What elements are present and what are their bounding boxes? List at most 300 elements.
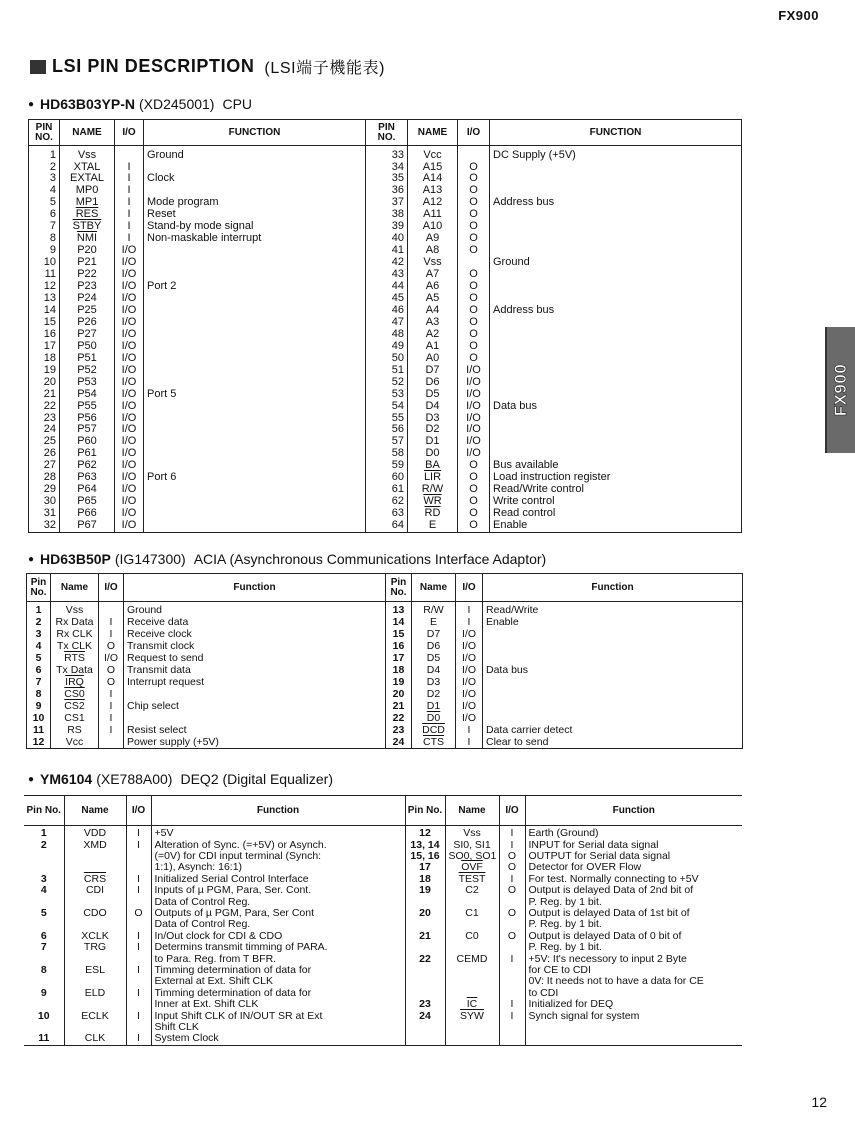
pin-no: 16 — [386, 640, 412, 652]
pin-name: CDI — [64, 885, 126, 896]
pin-io: I — [126, 1011, 151, 1022]
pin-function — [144, 448, 366, 460]
pin-name: D1 — [408, 436, 458, 448]
pin-io: I — [456, 736, 483, 749]
pin-io: O — [458, 472, 490, 484]
pin-no: 47 — [366, 317, 408, 329]
pin-no: 2 — [35, 615, 42, 628]
pin-name: P27 — [60, 329, 115, 341]
table-row — [29, 365, 742, 377]
table-row — [24, 942, 742, 953]
header-pin-no: Pin No. — [386, 574, 412, 602]
pin-function: Data of Control Reg. — [151, 919, 405, 930]
pin-io: I/O — [458, 389, 490, 401]
pin-function: Output is delayed Data of 2nd bit of — [525, 885, 742, 896]
pin-function: Alteration of Sync. (=+5V) or Asynch. — [151, 840, 405, 851]
pin-no: 58 — [366, 448, 408, 460]
pin-name: D1 — [412, 700, 456, 712]
pin-io: I/O — [115, 496, 144, 508]
pin-no — [24, 851, 64, 862]
pin-name: D6 — [408, 377, 458, 389]
pin-io: I/O — [456, 700, 483, 712]
pin-no: 48 — [366, 329, 408, 341]
pin-no: 8 — [40, 963, 47, 976]
pin-name: CS0 — [51, 688, 99, 700]
pin-function: Chip select — [124, 700, 386, 712]
table-row — [24, 885, 742, 896]
pin-function — [483, 712, 743, 724]
pin-no: 6 — [49, 208, 56, 221]
pin-no: 62 — [366, 496, 408, 508]
pin-function: Enable — [483, 616, 743, 628]
pin-name: P57 — [60, 424, 115, 436]
pin-no: 7 — [40, 941, 47, 954]
pin-name: A4 — [408, 305, 458, 317]
pin-function: Determins transmit timming of PARA. — [151, 942, 405, 953]
pin-io: I — [99, 688, 124, 700]
pin-no: 24 — [43, 423, 56, 436]
pin-name: XMD — [64, 840, 126, 851]
pin-no: 33 — [366, 146, 408, 162]
pin-no: 9 — [35, 699, 42, 712]
pin-io: I/O — [115, 245, 144, 257]
pin-no: 23 — [43, 411, 56, 424]
pin-name: P67 — [60, 520, 115, 532]
pin-function — [144, 305, 366, 317]
pin-function — [144, 353, 366, 365]
pin-function — [525, 1022, 742, 1033]
pin-no — [405, 965, 445, 976]
table-row — [29, 185, 742, 197]
pin-function — [144, 245, 366, 257]
pin-name — [445, 1033, 499, 1045]
pin-name: $\overline{IC}$ — [445, 999, 499, 1010]
pin-function — [144, 484, 366, 496]
pin-function — [490, 281, 742, 293]
pin-function — [144, 341, 366, 353]
header-function: Function — [525, 796, 742, 826]
pin-function: Timming determination of data for — [151, 988, 405, 999]
pin-no: 36 — [366, 185, 408, 197]
pin-function — [144, 329, 366, 341]
model-number: FX900 — [778, 8, 819, 23]
pin-function — [144, 424, 366, 436]
pin-io: O — [458, 173, 490, 185]
pin-io: I — [99, 628, 124, 640]
pin-function: Port 6 — [144, 472, 366, 484]
pin-no: 1 — [49, 148, 56, 161]
pin-no: 39 — [366, 221, 408, 233]
header-pin-no: Pin No. — [24, 796, 64, 826]
table-row — [29, 209, 742, 221]
pin-function — [483, 628, 743, 640]
pin-no: 9 — [49, 244, 56, 257]
table-row — [29, 341, 742, 353]
pin-io: I — [499, 1011, 525, 1022]
pin-no: 1 — [35, 603, 42, 616]
pin-function: Data bus — [490, 401, 742, 413]
pin-name: CDO — [64, 908, 126, 919]
table-row — [29, 173, 742, 185]
header-function: Function — [483, 574, 743, 602]
pin-no: 27 — [43, 459, 56, 472]
pin-function — [490, 221, 742, 233]
pin-function — [144, 293, 366, 305]
pin-no: 41 — [366, 245, 408, 257]
pin-no: 7 — [49, 220, 56, 233]
pin-no: 13 — [43, 291, 56, 304]
pin-function: Synch signal for system — [525, 1011, 742, 1022]
pin-function — [144, 496, 366, 508]
pin-no: 20 — [43, 375, 56, 388]
pin-io: I — [126, 1033, 151, 1045]
pin-function — [490, 377, 742, 389]
pin-name: Vss — [51, 602, 99, 616]
pin-no: 7 — [35, 675, 42, 688]
pin-no: 18 — [386, 664, 412, 676]
pin-no: 17 — [43, 339, 56, 352]
pin-io: I — [126, 931, 151, 942]
pin-name: D7 — [412, 628, 456, 640]
table-row — [24, 931, 742, 942]
pin-name: SI0, SI1 — [445, 840, 499, 851]
pin-name — [445, 976, 499, 987]
pin-io — [115, 146, 144, 162]
pin-name: D4 — [408, 401, 458, 413]
table-row — [27, 640, 743, 652]
side-tab-label: FX900 — [831, 363, 850, 417]
pin-no: 22 — [43, 399, 56, 412]
pin-io: I — [126, 874, 151, 885]
pin-name: ECLK — [64, 1011, 126, 1022]
pin-name: TEST — [445, 874, 499, 885]
pin-name: Rx CLK — [51, 628, 99, 640]
pin-function: Read control — [490, 508, 742, 520]
pin-io — [499, 976, 525, 987]
pin-name: D2 — [412, 688, 456, 700]
pin-no: 20 — [405, 908, 445, 919]
pin-no — [24, 862, 64, 873]
pin-name: P54 — [60, 389, 115, 401]
table-row — [29, 353, 742, 365]
pin-io: I — [115, 197, 144, 209]
pin-no: 23 — [405, 999, 445, 1010]
pin-io: O — [458, 496, 490, 508]
pin-function: Clock — [144, 173, 366, 185]
pin-name: P56 — [60, 413, 115, 425]
pin-io: I — [499, 826, 525, 840]
pin-no: 55 — [366, 413, 408, 425]
pin-no: 53 — [366, 389, 408, 401]
pin-function: for CE to CDI — [525, 965, 742, 976]
pin-no: 52 — [366, 377, 408, 389]
pin-io: I/O — [115, 424, 144, 436]
pin-function — [144, 460, 366, 472]
header-name: Name — [64, 796, 126, 826]
pin-function: Detector for OVER Flow — [525, 862, 742, 873]
pin-io: I — [126, 885, 151, 896]
pin-no: 2 — [49, 160, 56, 173]
header-io: I/O — [126, 796, 151, 826]
chip-name: HD63B50P — [40, 551, 111, 567]
bullet-icon: ● — [28, 554, 35, 565]
pin-io — [126, 999, 151, 1010]
pin-name — [64, 851, 126, 862]
pin-io: I — [115, 173, 144, 185]
pin-name: MP1 — [60, 197, 115, 209]
pin-name: P22 — [60, 269, 115, 281]
table-row — [24, 999, 742, 1010]
square-bullet-icon — [30, 60, 46, 74]
pin-io — [499, 942, 525, 953]
pin-name: CEMD — [445, 954, 499, 965]
table-row — [24, 1022, 742, 1033]
pin-no — [405, 976, 445, 987]
pin-io: I — [126, 942, 151, 953]
table-row — [29, 329, 742, 341]
pin-function: Inputs of µ PGM, Para, Ser. Cont. — [151, 885, 405, 896]
pin-function — [144, 257, 366, 269]
table-row — [24, 954, 742, 965]
pin-name: P65 — [60, 496, 115, 508]
pin-function: OUTPUT for Serial data signal — [525, 851, 742, 862]
pin-io: I — [499, 999, 525, 1010]
pin-name: R/W — [408, 484, 458, 496]
pin-name — [64, 862, 126, 873]
pin-no: 17 — [405, 862, 445, 873]
pin-function: Data of Control Reg. — [151, 897, 405, 908]
pin-function: P. Reg. by 1 bit. — [525, 897, 742, 908]
header-io: I/O — [115, 120, 144, 146]
pin-no: 20 — [386, 688, 412, 700]
pin-function — [483, 676, 743, 688]
pin-io — [458, 146, 490, 162]
page-title — [30, 55, 385, 78]
pin-name — [445, 1022, 499, 1033]
pin-name: A13 — [408, 185, 458, 197]
pin-function: Transmit clock — [124, 640, 386, 652]
pin-io: I/O — [458, 424, 490, 436]
pin-name: P24 — [60, 293, 115, 305]
pin-no: 4 — [40, 884, 47, 897]
pin-function: Ground — [144, 146, 366, 162]
pin-io: I/O — [115, 413, 144, 425]
pin-function: External at Ext. Shift CLK — [151, 976, 405, 987]
pin-name: P60 — [60, 436, 115, 448]
pin-function: For test. Normally connecting to +5V — [525, 874, 742, 885]
pin-io: I/O — [99, 652, 124, 664]
pin-no: 21 — [43, 387, 56, 400]
pin-no: 10 — [32, 711, 45, 724]
pin-no: 23 — [386, 724, 412, 736]
pin-no: 56 — [366, 424, 408, 436]
pin-name: RS — [51, 724, 99, 736]
pin-no: 50 — [366, 353, 408, 365]
pin-function: In/Out clock for CDI & CDO — [151, 931, 405, 942]
pin-io: I/O — [115, 269, 144, 281]
pin-no: 31 — [43, 507, 56, 520]
pin-name: Vss — [60, 146, 115, 162]
pin-no: 6 — [35, 663, 42, 676]
pin-no: 16 — [43, 327, 56, 340]
pin-io: I/O — [456, 640, 483, 652]
pin-name: P61 — [60, 448, 115, 460]
pin-io: I — [126, 826, 151, 840]
pin-name: Rx Data — [51, 616, 99, 628]
pin-name: A9 — [408, 233, 458, 245]
table-row — [27, 676, 743, 688]
pin-no: 4 — [35, 639, 42, 652]
pin-io: I/O — [458, 401, 490, 413]
pin-table-cpu — [28, 119, 742, 533]
table-row — [27, 616, 743, 628]
pin-io — [99, 736, 124, 749]
pin-io: I/O — [115, 341, 144, 353]
pin-name: TRG — [64, 942, 126, 953]
pin-io: O — [458, 269, 490, 281]
pin-no: 61 — [366, 484, 408, 496]
pin-name: A7 — [408, 269, 458, 281]
pin-no: 28 — [43, 471, 56, 484]
chip-desc: DEQ2 (Digital Equalizer) — [180, 771, 333, 787]
pin-no: 37 — [366, 197, 408, 209]
pin-function: Initialized Serial Control Interface — [151, 874, 405, 885]
pin-name: P23 — [60, 281, 115, 293]
pin-function: Read/Write — [483, 602, 743, 616]
pin-io: I/O — [115, 472, 144, 484]
pin-no: 12 — [405, 826, 445, 840]
pin-io: O — [458, 317, 490, 329]
pin-io — [499, 965, 525, 976]
pin-function: +5V: It's necessory to input 2 Byte — [525, 954, 742, 965]
pin-no: 13, 14 — [405, 840, 445, 851]
header-name: NAME — [60, 120, 115, 146]
pin-io: I/O — [458, 413, 490, 425]
pin-name: CLK — [64, 1033, 126, 1045]
pin-io: I/O — [115, 329, 144, 341]
pin-no: 44 — [366, 281, 408, 293]
header-pin-no: PIN NO. — [366, 120, 408, 146]
pin-io: O — [458, 353, 490, 365]
pin-io — [126, 851, 151, 862]
pin-io: I — [126, 965, 151, 976]
pin-no: 45 — [366, 293, 408, 305]
pin-function: Input Shift CLK of IN/OUT SR at Ext — [151, 1011, 405, 1022]
pin-name: A6 — [408, 281, 458, 293]
pin-io: I/O — [456, 688, 483, 700]
pin-no: 22 — [386, 712, 412, 724]
header-io: I/O — [99, 574, 124, 602]
pin-function: Resist select — [124, 724, 386, 736]
table-row — [29, 146, 742, 162]
pin-name: $\overline{SYW}$ — [445, 1011, 499, 1022]
header-pin-no: Pin No. — [27, 574, 51, 602]
pin-function — [490, 436, 742, 448]
table-row — [29, 389, 742, 401]
pin-name: D7 — [408, 365, 458, 377]
table-row — [24, 908, 742, 919]
pin-name: P63 — [60, 472, 115, 484]
pin-name — [445, 942, 499, 953]
pin-io: I/O — [115, 377, 144, 389]
pin-name: $\overline{RES}$ — [60, 209, 115, 221]
page-number: 12 — [811, 1094, 827, 1110]
pin-io: O — [126, 908, 151, 919]
pin-no: 15 — [43, 315, 56, 328]
pin-name: $\overline{LIR}$ — [408, 472, 458, 484]
pin-table-acia — [26, 573, 743, 749]
pin-io: O — [458, 293, 490, 305]
pin-name: P20 — [60, 245, 115, 257]
pin-function: Non-maskable interrupt — [144, 233, 366, 245]
page-subtitle: (LSI端子機能表) — [264, 60, 386, 77]
pin-io: I/O — [115, 353, 144, 365]
pin-name: $\overline{WR}$ — [408, 496, 458, 508]
pin-function: +5V — [151, 826, 405, 840]
pin-function — [490, 317, 742, 329]
pin-no: 3 — [40, 872, 47, 885]
pin-no: 12 — [43, 280, 56, 293]
header-name: Name — [445, 796, 499, 826]
pin-io: O — [458, 305, 490, 317]
section-title-deq — [28, 771, 333, 787]
pin-no: 11 — [32, 723, 45, 736]
pin-name: A8 — [408, 245, 458, 257]
pin-function — [144, 317, 366, 329]
pin-io: I/O — [456, 628, 483, 640]
pin-name: D5 — [408, 389, 458, 401]
table-row — [24, 862, 742, 873]
header-pin-no: Pin No. — [405, 796, 445, 826]
pin-name: P50 — [60, 341, 115, 353]
header-function: FUNCTION — [490, 120, 742, 146]
pin-name: Vss — [408, 257, 458, 269]
pin-no: 32 — [43, 519, 56, 532]
pin-io: I — [499, 840, 525, 851]
pin-name: A0 — [408, 353, 458, 365]
pin-name: D0 — [408, 448, 458, 460]
pin-name: P64 — [60, 484, 115, 496]
pin-function: Transmit data — [124, 664, 386, 676]
pin-name: $\overline{CTS}$ — [412, 736, 456, 749]
table-row — [29, 221, 742, 233]
pin-function: 0V: It needs not to have a data for CE — [525, 976, 742, 987]
pin-io: I — [456, 724, 483, 736]
pin-function: Receive data — [124, 616, 386, 628]
pin-name: P51 — [60, 353, 115, 365]
pin-name: Vcc — [51, 736, 99, 749]
header-function: Function — [124, 574, 386, 602]
pin-function — [124, 688, 386, 700]
pin-io: O — [458, 233, 490, 245]
pin-io: I/O — [456, 712, 483, 724]
header-pin-no: PIN NO. — [29, 120, 60, 146]
pin-name: $\overline{CRS}$ — [64, 874, 126, 885]
header-io: I/O — [456, 574, 483, 602]
pin-no: 2 — [40, 838, 47, 851]
pin-function: Read/Write control — [490, 484, 742, 496]
pin-io: I/O — [456, 664, 483, 676]
pin-no: 8 — [35, 687, 42, 700]
pin-function — [490, 233, 742, 245]
pin-function: Enable — [490, 520, 742, 532]
pin-no: 24 — [405, 1011, 445, 1022]
pin-name: ESL — [64, 965, 126, 976]
pin-function: Inner at Ext. Shift CLK — [151, 999, 405, 1010]
pin-io: I/O — [115, 436, 144, 448]
pin-function — [490, 365, 742, 377]
pin-no: 5 — [49, 196, 56, 209]
